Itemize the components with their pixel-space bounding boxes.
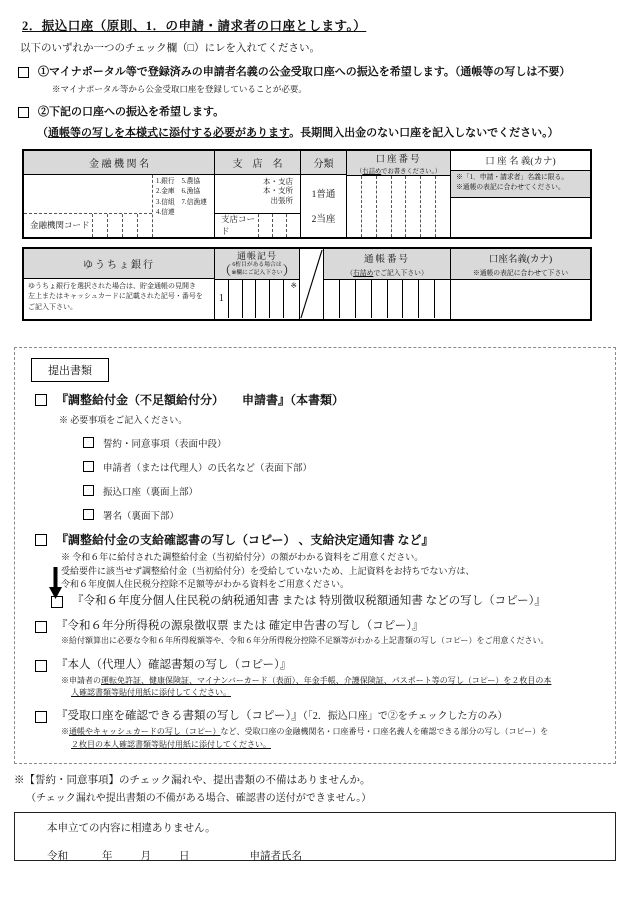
account-number-header xyxy=(347,151,450,176)
doc-item5-note-mid: など、受取口座の金融機関名・口座番号・口座名義人を確認できる部分の写し（コピー）を xyxy=(220,727,549,737)
doc-item4-note-pre: ※申請者の xyxy=(61,675,101,685)
yucho-holder-header xyxy=(451,249,590,280)
doc-item2-note3: 令和６年度個人住民税分控除不足額等がわかる資料をご用意ください。 xyxy=(61,579,350,590)
doc-item1-sub4 xyxy=(83,508,605,522)
doc-item1-sub1-checkbox[interactable] xyxy=(83,437,94,448)
doc-item2-note2: 受給要件に該当せず調整給付金（当初給付分）を受給していないため、上記資料をお持ちでない方は、 xyxy=(61,565,475,576)
bank-code-digit[interactable] xyxy=(122,214,137,237)
yucho-instruction-line: ご記入下さい。 xyxy=(28,302,77,311)
symbol-digit[interactable] xyxy=(242,280,256,318)
branch-code-digit[interactable] xyxy=(286,214,300,237)
branch-header: 支 店 名 xyxy=(215,151,300,175)
doc-item1-note: ※ 必要事項をご記入ください。 xyxy=(59,414,188,425)
account-number-note xyxy=(356,166,441,175)
section-title: 2．振込口座（原則、1．の申請・請求者の口座とします。） xyxy=(22,19,367,33)
era-label: 令和 xyxy=(47,850,68,862)
doc-item5-note xyxy=(61,726,605,751)
intro-text: 以下のいずれか一つのチェック欄（□）にレを入れてください。 xyxy=(20,43,321,54)
doc-item5-title-suffix: （「2．振込口座」で②をチェックした方のみ） xyxy=(302,711,508,723)
passbook-number-column xyxy=(323,249,450,319)
number-digit[interactable] xyxy=(355,280,371,318)
bank-code-digit[interactable] xyxy=(107,214,122,237)
branch-code-row xyxy=(215,214,300,237)
yucho-holder-note: ※通帳の表記に合わせて下さい xyxy=(472,269,569,277)
yucho-name-column xyxy=(24,249,214,319)
option2-note-rest: 。長期間入出金のない口座を記入しないでください。） xyxy=(289,126,559,139)
doc-item1-sub2 xyxy=(83,460,605,474)
doc-item4-title: 『本人（代理人）確認書類の写し（コピー）』 xyxy=(56,658,292,671)
doc-item2-checkbox[interactable] xyxy=(35,534,47,546)
bank-name-body xyxy=(24,175,214,237)
doc-item4-note-underline2: 人確認書類等貼付用紙に添付してください。 xyxy=(71,687,231,697)
bank-name-input-area[interactable] xyxy=(24,175,152,213)
account-digit[interactable] xyxy=(361,176,376,237)
doc-item5-note-underline2: ２枚目の本人確認書類等貼付用紙に添付してください。 xyxy=(71,739,271,749)
warning-line2: （チェック漏れや提出書類の不備がある場合、確認書の送付ができません。） xyxy=(26,792,372,804)
diagonal-divider-cell xyxy=(299,249,323,319)
passbook-symbol-column xyxy=(214,249,299,319)
account-digit[interactable] xyxy=(347,176,361,237)
symbol-digit[interactable] xyxy=(228,280,242,318)
account-type-body xyxy=(301,175,346,237)
symbol-digit-sixth[interactable]: ※ xyxy=(283,280,299,318)
declaration-text: 本申立ての内容に相違ありません。 xyxy=(47,822,216,834)
number-digit[interactable] xyxy=(434,280,450,318)
passbook-number-cells xyxy=(324,280,450,318)
bank-code-digit[interactable] xyxy=(137,214,152,237)
date-signature-line xyxy=(47,848,615,863)
passbook-symbol-cells xyxy=(215,280,299,318)
yucho-instruction-line: ゆうちょ銀行を選択された場合は、貯金通帳の見開き xyxy=(28,281,196,290)
holder-note-line1: ※「1．申請・請求者」名義に限る。 xyxy=(456,173,569,181)
yucho-holder-title: 口座名義(カナ) xyxy=(488,254,553,265)
doc-item2-sub-label: 『令和６年度分個人住民税の納税通知書 または 特別徴収税額通知書 などの写し（コピー）』 xyxy=(72,594,546,607)
doc-item1-sub1-label: 誓約・同意事項（表面中段） xyxy=(103,439,227,450)
holder-name-input-area[interactable] xyxy=(451,198,590,237)
branch-type-line: 本・支店 xyxy=(263,176,293,186)
yucho-bank-table xyxy=(22,247,592,321)
account-number-title: 口座番号 xyxy=(375,154,422,165)
doc-item2-row xyxy=(35,533,605,547)
option1-label: ①マイナポータル等で登録済みの申請者名義の公金受取口座への振込を希望します。（通帳等の写しは不要） xyxy=(38,66,571,78)
branch-type-list xyxy=(215,175,300,214)
bank-name-header: 金 融 機 関 名 xyxy=(24,151,214,175)
institution-type-codes xyxy=(152,175,214,237)
branch-code-digit[interactable] xyxy=(272,214,286,237)
doc-item2-note1: ※ 令和６年に給付された調整給付金（当初給付分）の額がわかる資料をご用意ください。 xyxy=(61,552,424,563)
account-number-column xyxy=(346,151,450,237)
doc-item1-sub1 xyxy=(83,436,605,450)
applicant-name-label: 申請者氏名 xyxy=(249,850,302,862)
passbook-symbol-header xyxy=(215,249,299,280)
yucho-bank-header: ゆうちょ銀行 xyxy=(24,249,214,279)
doc-item2-notes xyxy=(61,551,605,592)
yucho-instruction-line: 左上またはキャッシュカードに記載された記号・番号を xyxy=(28,292,203,300)
doc-item1-row xyxy=(35,393,605,407)
account-type-ordinary[interactable]: 1普通 xyxy=(311,189,336,200)
doc-item1-sub3-checkbox[interactable] xyxy=(83,485,94,496)
option1-checkbox[interactable] xyxy=(18,67,29,78)
yucho-holder-input-area[interactable] xyxy=(451,280,590,319)
bracket-open: （ xyxy=(218,262,232,278)
bank-name-left xyxy=(24,175,152,237)
doc-item3-row xyxy=(35,620,605,634)
option2-note-underline: 通帳等の写しを本様式に添付する必要があります xyxy=(48,126,290,139)
account-type-column xyxy=(300,151,346,237)
doc-item5-note-underline1: 通帳やキャッシュカードの写し（コピー） xyxy=(69,727,221,737)
bank-name-column xyxy=(24,151,214,237)
doc-item1-sub3 xyxy=(83,484,605,498)
institution-code-line: 3.信組 7.信漁連 xyxy=(156,198,207,206)
account-type-current[interactable]: 2当座 xyxy=(311,215,336,226)
option2-note-open: （ xyxy=(37,126,48,139)
symbol-note-line2: ※欄にご記入下さい xyxy=(231,270,283,276)
branch-type-line: 本・支所 xyxy=(263,186,293,196)
account-digit[interactable] xyxy=(405,176,420,237)
bank-code-row xyxy=(24,213,152,237)
doc-item2-title: 『調整給付金の支給確認書の写し（コピー） 、支給決定通知書 など』 xyxy=(56,532,434,547)
number-note-underline: 右詰め xyxy=(353,269,374,277)
passbook-symbol-title: 通帳記号 xyxy=(236,251,277,262)
doc-item1-sub2-label: 申請者（または代理人）の氏名など（表面下部） xyxy=(103,463,313,474)
doc-item5-title-main: 『受取口座を確認できる書類の写し（コピー）』 xyxy=(56,710,303,723)
holder-name-note xyxy=(451,171,590,198)
doc-item4-note xyxy=(61,675,605,700)
holder-name-header: 口 座 名 義(カナ) xyxy=(451,151,590,171)
doc-item3-note: ※給付額算出に必要な令和６年所得税額等や、令和６年分所得税分控除不足額等がわかる上記書類の写し（コピー）をご用意ください。 xyxy=(61,636,549,646)
doc-item4-row xyxy=(35,659,605,673)
passbook-symbol-note xyxy=(218,262,295,278)
month-label: 月 xyxy=(140,850,151,862)
doc-item5-row xyxy=(35,710,605,724)
doc-item2 xyxy=(25,533,605,609)
number-digit[interactable] xyxy=(387,280,403,318)
doc-item4-note-underline1: 運転免許証、健康保険証、マイナンバーカード（表面）、年金手帳、介護保険証、パスポート等の写し（コピー）を２枚目の本 xyxy=(101,675,552,685)
account-number-cells xyxy=(347,176,450,237)
option1-row xyxy=(18,66,630,80)
number-digit[interactable] xyxy=(371,280,387,318)
doc-item1-title: 『調整給付金（不足額給付分） 申請書』（本書類） xyxy=(56,392,345,407)
option2-checkbox[interactable] xyxy=(18,107,29,118)
doc-item5-note-pre: ※ xyxy=(61,727,69,737)
passbook-number-note xyxy=(346,267,428,277)
declaration-box xyxy=(14,812,616,861)
holder-note-line2: ※通帳の表記に合わせてください。 xyxy=(456,184,565,192)
doc-item1-sub4-label: 署名（裏面下部） xyxy=(103,511,180,522)
branch-code-digit[interactable] xyxy=(258,214,272,237)
option2-label: ②下記の口座への振込を希望します。 xyxy=(38,105,225,118)
passbook-number-title: 通帳番号 xyxy=(363,254,410,265)
number-digit[interactable] xyxy=(339,280,355,318)
option2-note xyxy=(37,124,630,140)
institution-code-line: 1.銀行 5.農協 xyxy=(156,177,201,185)
warning-line1: ※【誓約・同意事項】のチェック漏れや、提出書類の不備はありませんか。 xyxy=(14,774,371,786)
option1-note: ※マイナポータル等から公金受取口座を登録していることが必要。 xyxy=(52,83,307,94)
account-note-underline: 右詰め xyxy=(362,167,382,175)
symbol-digit-fixed: 1 xyxy=(218,293,224,304)
account-digit[interactable] xyxy=(376,176,391,237)
number-note-pre: （ xyxy=(346,269,354,277)
account-digit[interactable] xyxy=(435,176,450,237)
number-note-post: でご記入下さい） xyxy=(373,269,428,277)
day-label: 日 xyxy=(179,850,190,862)
branch-body xyxy=(215,175,300,237)
option2-row xyxy=(18,106,630,120)
doc-item1-sub3-label: 振込口座（裏面上部） xyxy=(103,487,199,498)
institution-code-line: 4.信連 xyxy=(156,209,175,217)
account-digit[interactable] xyxy=(420,176,435,237)
bracket-close: ） xyxy=(282,262,296,278)
account-note-pre: （ xyxy=(355,167,363,175)
branch-column xyxy=(214,151,300,237)
bank-code-digit[interactable] xyxy=(92,214,107,237)
documents-box-label: 提出書類 xyxy=(31,358,109,382)
number-digit[interactable] xyxy=(418,280,434,318)
account-note-post: でお書きください。） xyxy=(381,167,441,175)
number-digit[interactable] xyxy=(324,280,339,318)
bank-code-label: 金融機関コード xyxy=(30,220,90,230)
doc-item5-checkbox[interactable] xyxy=(35,711,47,723)
account-type-header: 分類 xyxy=(301,151,346,175)
symbol-digit[interactable] xyxy=(269,280,283,318)
doc-item2-subrow xyxy=(51,595,605,609)
yucho-holder-column xyxy=(450,249,590,319)
applicant-name-input-area[interactable] xyxy=(302,848,615,863)
yucho-instruction xyxy=(24,279,214,313)
down-arrow-icon xyxy=(49,567,62,604)
doc-item1-sub2-checkbox[interactable] xyxy=(83,461,94,472)
doc-item3-title: 『令和６年分所得税の源泉徴収票 または 確定申告書の写し（コピー）』 xyxy=(56,619,424,632)
holder-name-column xyxy=(450,151,590,237)
diagonal-line-icon xyxy=(300,249,323,319)
bank-account-table xyxy=(22,149,592,239)
number-digit[interactable] xyxy=(402,280,418,318)
branch-type-line: 出張所 xyxy=(270,196,293,205)
symbol-digit[interactable] xyxy=(255,280,269,318)
symbol-note-line1: 6桁目がある場合は xyxy=(232,262,282,269)
branch-code-label: 支店コード xyxy=(221,214,256,236)
documents-box xyxy=(14,347,616,764)
doc-item1-checkbox[interactable] xyxy=(35,394,47,406)
doc-item1-sub4-checkbox[interactable] xyxy=(83,509,94,520)
year-label: 年 xyxy=(102,850,113,862)
account-digit[interactable] xyxy=(391,176,406,237)
institution-code-line: 2.金庫 6.漁協 xyxy=(156,188,201,196)
doc-item4-checkbox[interactable] xyxy=(35,660,47,672)
doc-item5-title xyxy=(56,710,508,724)
doc-item3-checkbox[interactable] xyxy=(35,621,47,633)
passbook-number-header xyxy=(324,249,450,280)
